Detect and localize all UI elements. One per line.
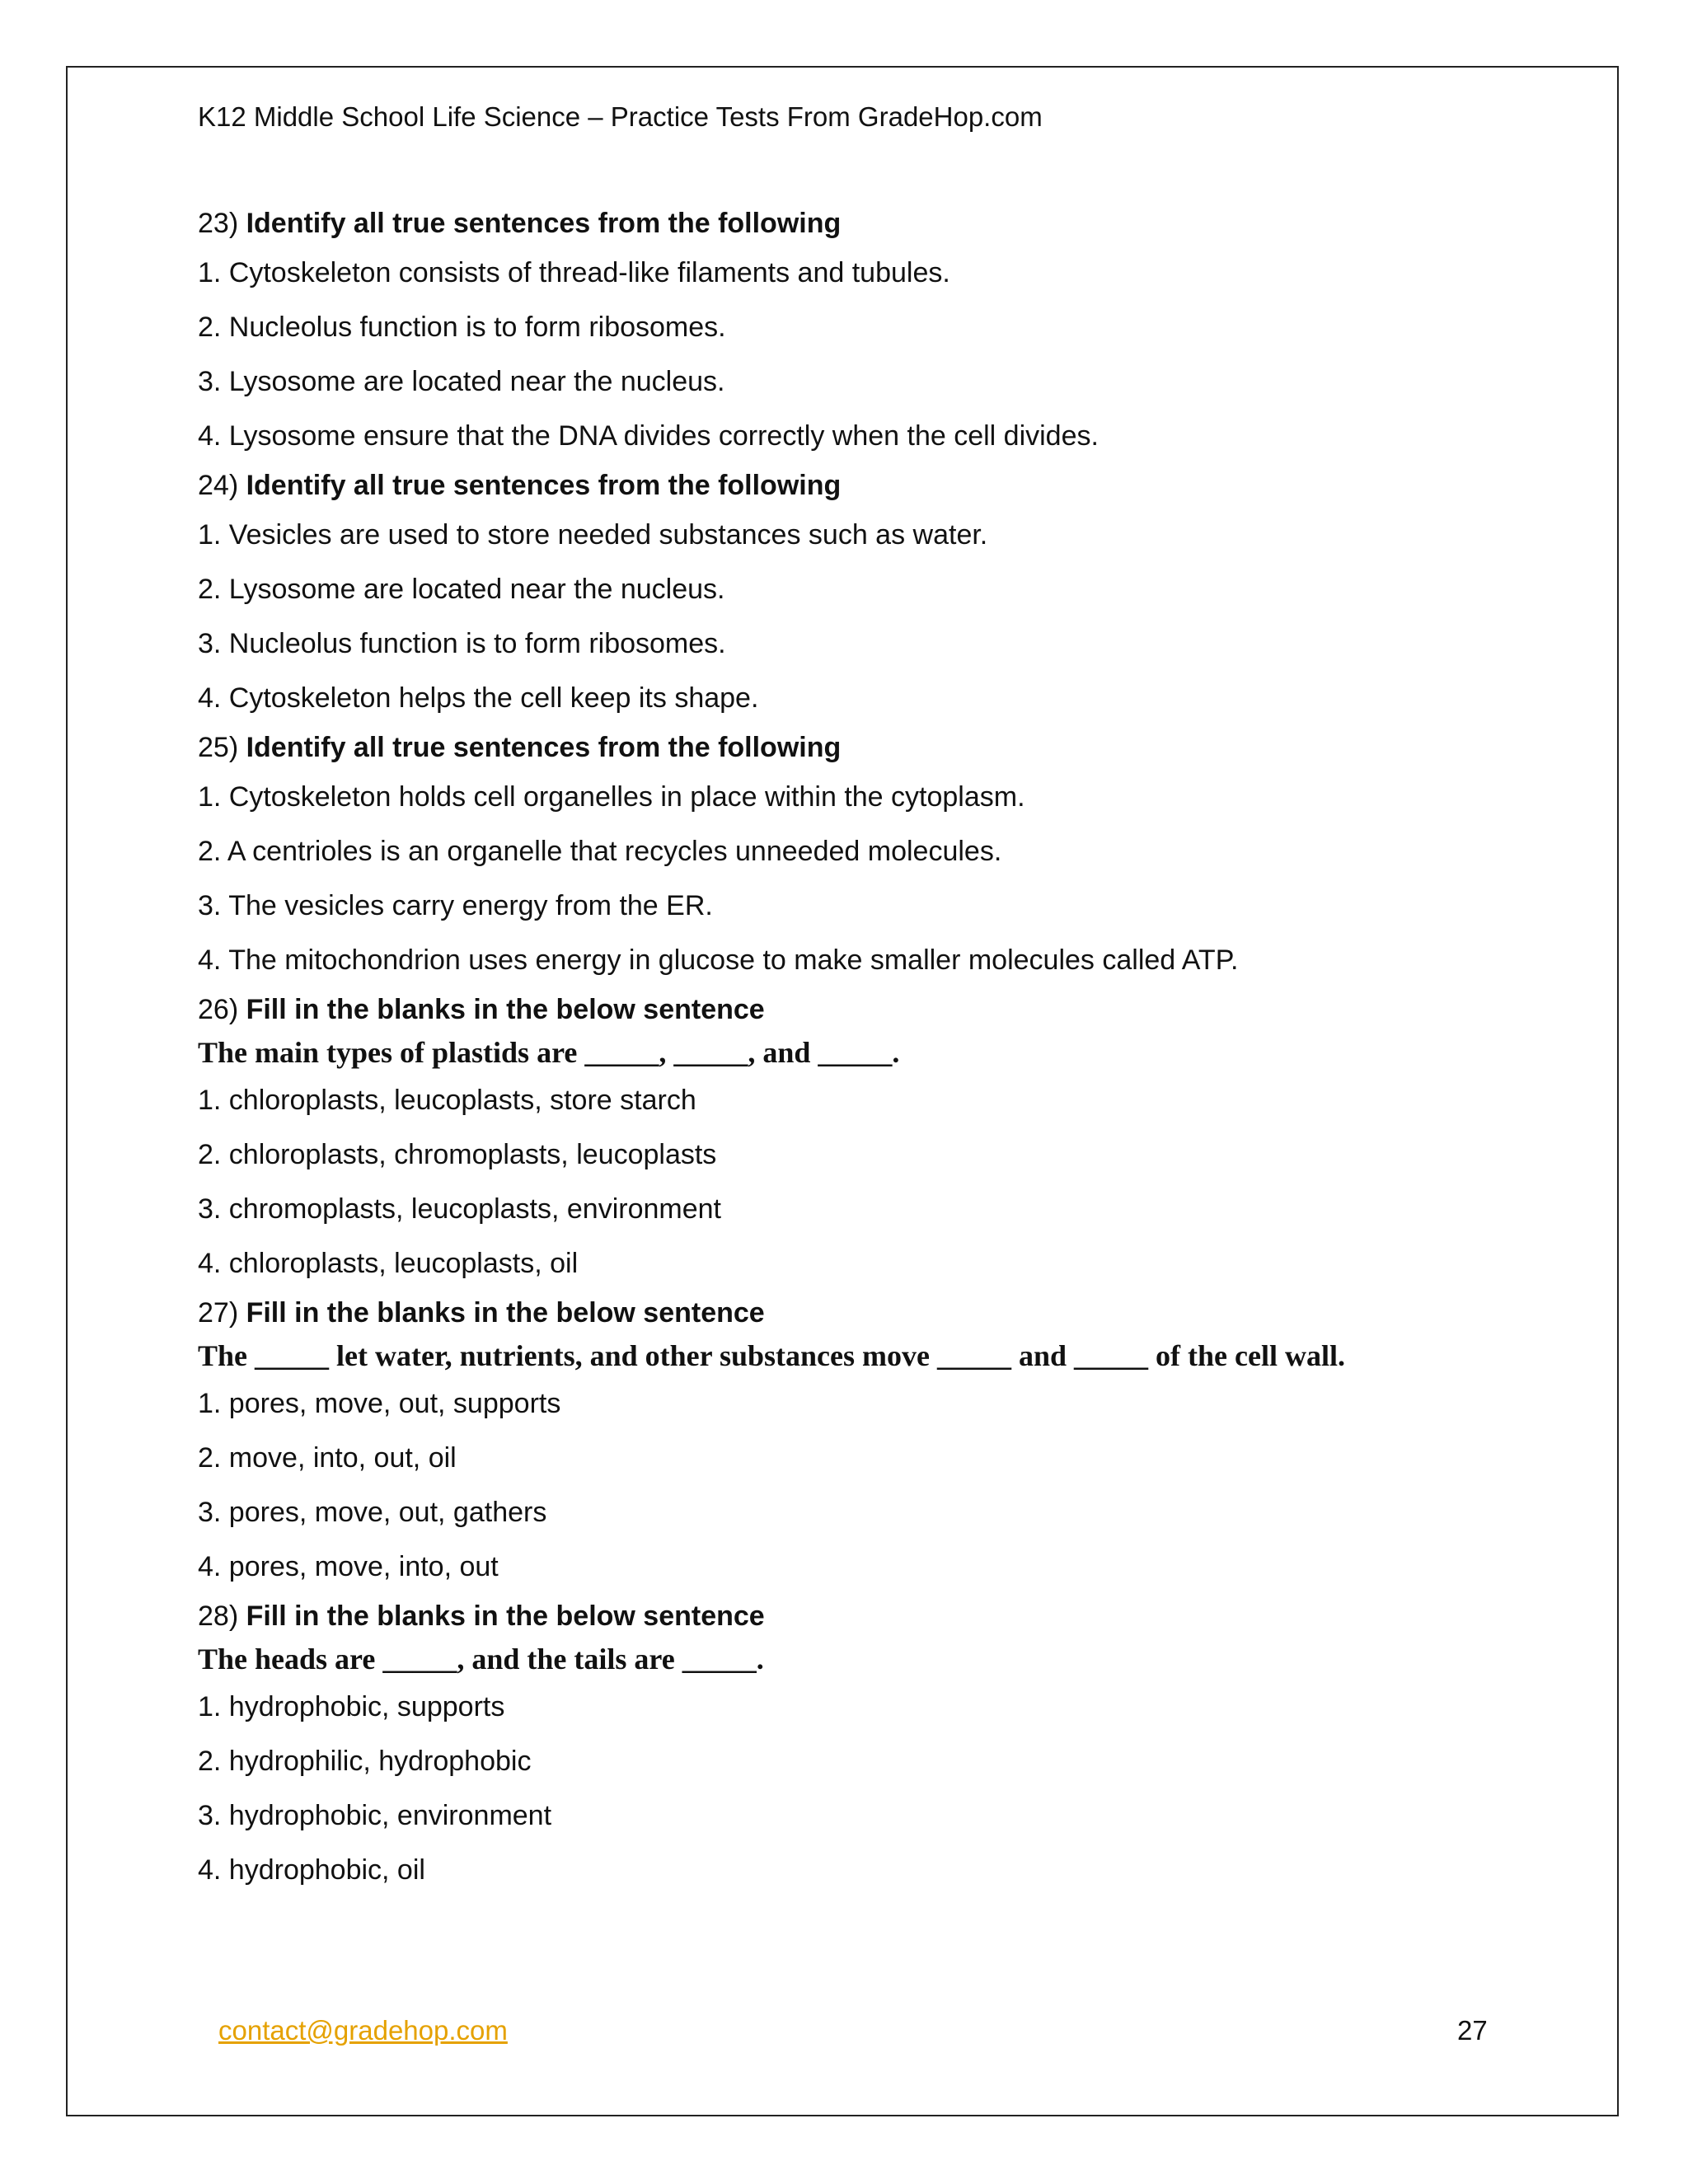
answer-option[interactable]: 3. Lysosome are located near the nucleus. [198,366,725,397]
answer-option[interactable]: 2. hydrophilic, hydrophobic [198,1746,532,1777]
question-24 [198,463,1484,725]
answer-option[interactable]: 1. Vesicles are used to store needed substances such as water. [198,519,988,551]
answer-option[interactable]: 1. Cytoskeleton holds cell organelles in place within the cytoplasm. [198,781,1025,813]
answer-option[interactable]: 4. pores, move, into, out [198,1551,499,1582]
answer-option[interactable]: 4. Cytoskeleton helps the cell keep its shape. [198,682,759,714]
question-number: 28) [198,1601,239,1632]
question-title: Fill in the blanks in the below sentence [246,994,765,1025]
question-heading [198,1291,1484,1335]
answer-option[interactable]: 4. The mitochondrion uses energy in glucose to make smaller molecules called ATP. [198,944,1239,976]
answer-option[interactable]: 2. move, into, out, oil [198,1442,457,1474]
answer-option[interactable]: 2. Nucleolus function is to form ribosomes. [198,312,726,343]
question-25 [198,725,1484,987]
contact-email-link[interactable]: contact@gradehop.com [218,2015,508,2046]
fill-in-sentence: The main types of plastids are _____, _____, and _____. [198,1036,900,1069]
answer-option[interactable]: 3. The vesicles carry energy from the ER. [198,890,713,921]
question-heading [198,201,1484,246]
answer-option[interactable]: 2. chloroplasts, chromoplasts, leucoplasts [198,1139,717,1170]
question-heading [198,1594,1484,1638]
answer-option[interactable]: 3. pores, move, out, gathers [198,1497,547,1528]
answer-option[interactable]: 1. chloroplasts, leucoplasts, store starch [198,1085,696,1116]
answer-option[interactable]: 1. hydrophobic, supports [198,1691,505,1722]
question-title: Fill in the blanks in the below sentence [246,1297,765,1329]
question-heading [198,987,1484,1032]
answer-option[interactable]: 1. pores, move, out, supports [198,1388,561,1419]
answer-option[interactable]: 3. hydrophobic, environment [198,1800,552,1831]
question-title: Identify all true sentences from the following [246,208,842,239]
answer-option[interactable]: 3. chromoplasts, leucoplasts, environment [198,1193,721,1225]
answer-option[interactable]: 2. A centrioles is an organelle that recycles unneeded molecules. [198,836,1002,867]
question-title: Identify all true sentences from the following [246,470,842,501]
question-title: Fill in the blanks in the below sentence [246,1601,765,1632]
question-27 [198,1291,1484,1594]
answer-option[interactable]: 1. Cytoskeleton consists of thread-like filaments and tubules. [198,257,950,288]
answer-option[interactable]: 4. hydrophobic, oil [198,1854,425,1886]
fill-in-sentence: The heads are _____, and the tails are _____. [198,1643,764,1675]
question-title: Identify all true sentences from the following [246,732,842,763]
answer-option[interactable]: 2. Lysosome are located near the nucleus. [198,574,725,605]
page-number: 27 [1457,2015,1488,2046]
question-number: 26) [198,994,239,1025]
question-28 [198,1594,1484,1897]
questions-list [198,201,1484,1897]
question-number: 24) [198,470,239,501]
question-heading [198,725,1484,770]
fill-in-sentence: The _____ let water, nutrients, and other substances move _____ and _____ of the cell wall. [198,1339,1345,1372]
question-23 [198,201,1484,463]
answer-option[interactable]: 4. chloroplasts, leucoplasts, oil [198,1248,579,1279]
question-26 [198,987,1484,1291]
question-number: 27) [198,1297,239,1329]
answer-option[interactable]: 3. Nucleolus function is to form ribosomes. [198,628,726,659]
question-heading [198,463,1484,508]
question-number: 23) [198,208,239,239]
question-number: 25) [198,732,239,763]
answer-option[interactable]: 4. Lysosome ensure that the DNA divides correctly when the cell divides. [198,420,1099,452]
page-header: K12 Middle School Life Science – Practice Tests From GradeHop.com [198,101,1043,132]
